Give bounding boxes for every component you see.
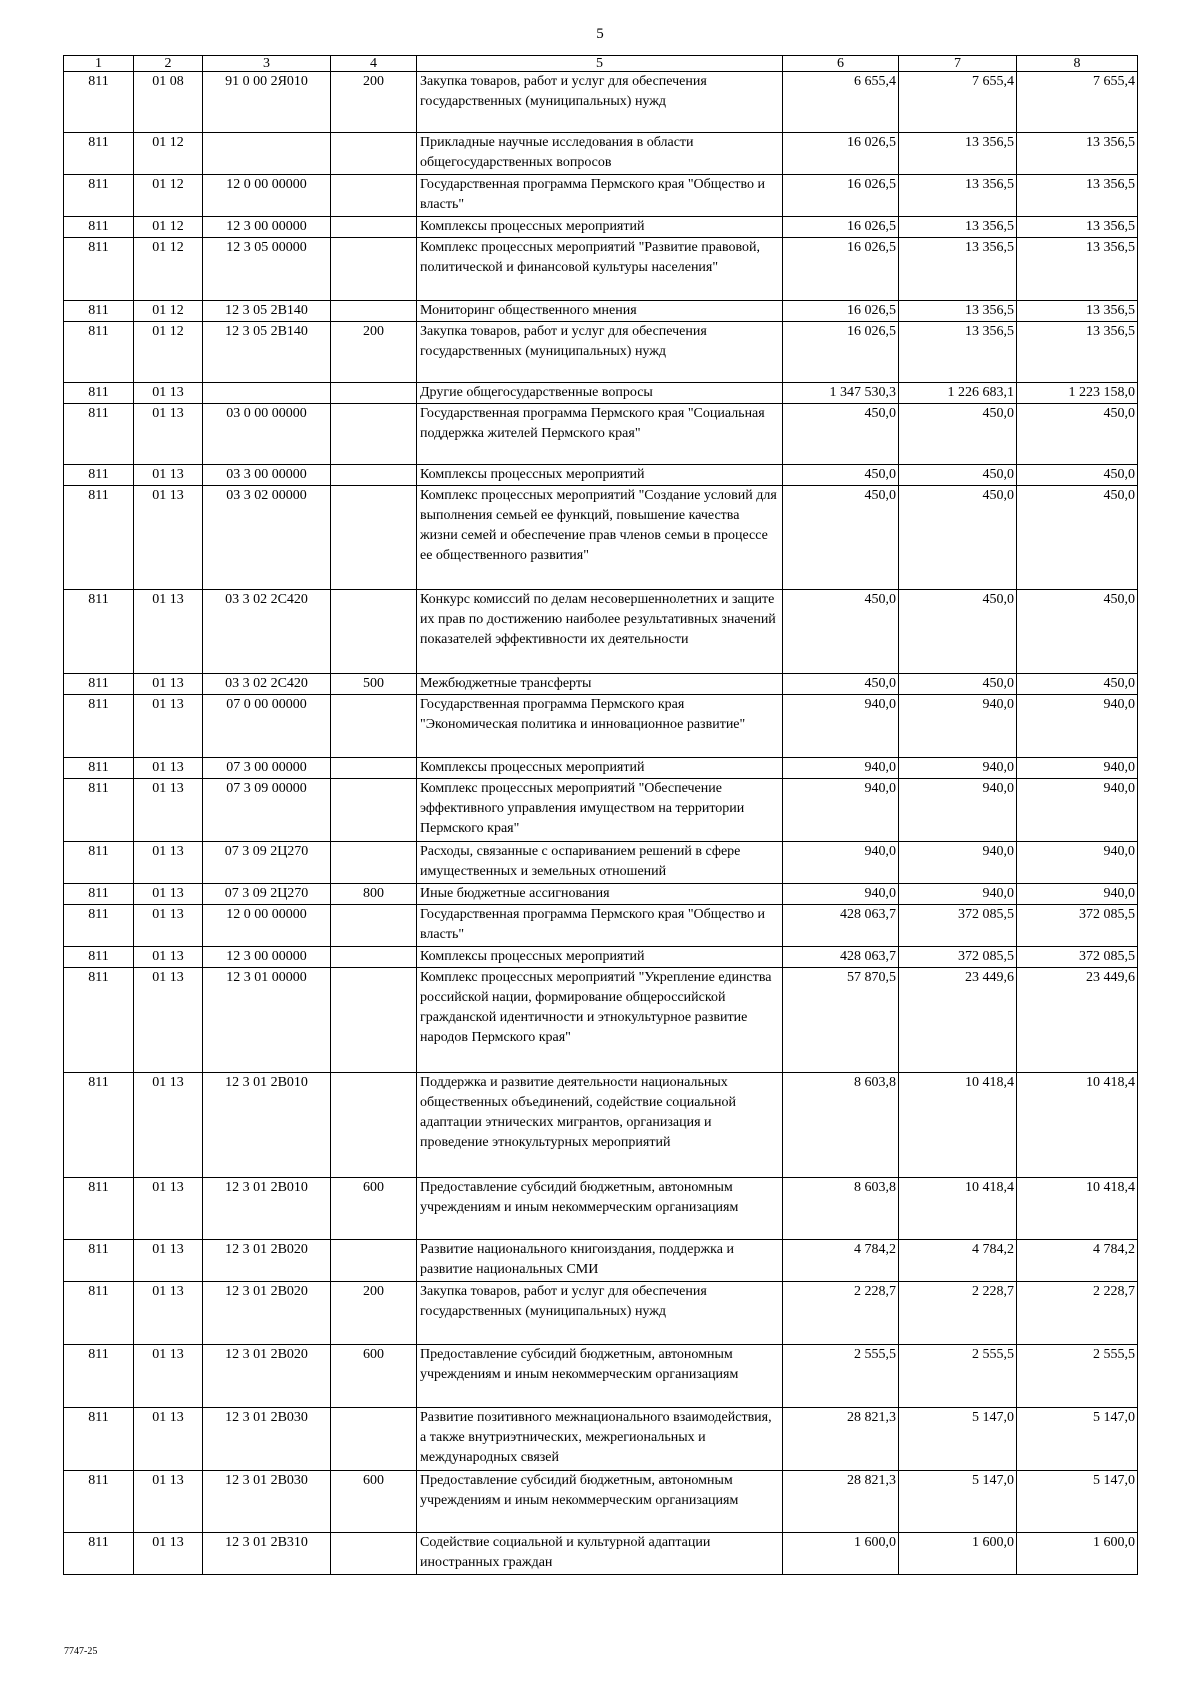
- cell-description: Государственная программа Пермского края "Социальная поддержка жителей Пермского края": [417, 404, 783, 465]
- cell-section-code: 01 13: [134, 1073, 203, 1178]
- column-header: 7: [899, 56, 1017, 72]
- cell-section-code: 01 13: [134, 842, 203, 884]
- table-row: [64, 779, 1138, 842]
- cell-amount-year-3: 5 147,0: [1017, 1471, 1138, 1533]
- cell-target-article: 07 0 00 00000: [203, 695, 331, 758]
- page-number: 5: [596, 26, 604, 42]
- cell-amount-year-1: 428 063,7: [783, 905, 899, 947]
- cell-target-article: 07 3 00 00000: [203, 758, 331, 779]
- cell-administrator-code: 811: [64, 133, 134, 175]
- table-row: [64, 758, 1138, 779]
- cell-section-code: 01 12: [134, 175, 203, 217]
- cell-section-code: 01 12: [134, 322, 203, 383]
- cell-target-article: 03 3 02 00000: [203, 486, 331, 590]
- cell-administrator-code: 811: [64, 383, 134, 404]
- table-row: [64, 175, 1138, 217]
- cell-amount-year-1: 450,0: [783, 465, 899, 486]
- table-row: [64, 1178, 1138, 1240]
- column-header: 6: [783, 56, 899, 72]
- table-row: [64, 1345, 1138, 1408]
- table-row: [64, 404, 1138, 465]
- cell-amount-year-2: 7 655,4: [899, 72, 1017, 133]
- cell-amount-year-3: 1 600,0: [1017, 1533, 1138, 1575]
- cell-section-code: 01 13: [134, 905, 203, 947]
- table-row: [64, 1533, 1138, 1575]
- cell-target-article: 12 0 00 00000: [203, 905, 331, 947]
- cell-description: Межбюджетные трансферты: [417, 674, 783, 695]
- cell-target-article: 12 3 01 2В010: [203, 1178, 331, 1240]
- cell-section-code: 01 13: [134, 1240, 203, 1282]
- cell-amount-year-1: 2 228,7: [783, 1282, 899, 1345]
- cell-amount-year-1: 6 655,4: [783, 72, 899, 133]
- cell-amount-year-2: 13 356,5: [899, 217, 1017, 238]
- cell-expense-type: [331, 383, 417, 404]
- cell-amount-year-1: 940,0: [783, 884, 899, 905]
- cell-amount-year-3: 450,0: [1017, 465, 1138, 486]
- cell-expense-type: 600: [331, 1345, 417, 1408]
- cell-description: Комплексы процессных мероприятий: [417, 217, 783, 238]
- cell-amount-year-1: 1 347 530,3: [783, 383, 899, 404]
- cell-target-article: 12 3 01 2В020: [203, 1282, 331, 1345]
- cell-amount-year-3: 940,0: [1017, 842, 1138, 884]
- cell-section-code: 01 13: [134, 1282, 203, 1345]
- cell-expense-type: 800: [331, 884, 417, 905]
- cell-administrator-code: 811: [64, 1073, 134, 1178]
- cell-section-code: 01 13: [134, 674, 203, 695]
- cell-amount-year-1: 940,0: [783, 758, 899, 779]
- cell-amount-year-1: 57 870,5: [783, 968, 899, 1073]
- cell-section-code: 01 12: [134, 238, 203, 301]
- cell-amount-year-2: 10 418,4: [899, 1073, 1017, 1178]
- cell-amount-year-2: 5 147,0: [899, 1408, 1017, 1471]
- cell-amount-year-1: 28 821,3: [783, 1471, 899, 1533]
- table-row: [64, 72, 1138, 133]
- cell-description: Государственная программа Пермского края "Экономическая политика и инновационное развитие": [417, 695, 783, 758]
- cell-expense-type: [331, 486, 417, 590]
- table-row: [64, 905, 1138, 947]
- cell-description: Закупка товаров, работ и услуг для обеспечения государственных (муниципальных) нужд: [417, 322, 783, 383]
- cell-amount-year-1: 16 026,5: [783, 322, 899, 383]
- cell-target-article: 12 0 00 00000: [203, 175, 331, 217]
- cell-amount-year-2: 450,0: [899, 590, 1017, 674]
- cell-amount-year-2: 10 418,4: [899, 1178, 1017, 1240]
- cell-expense-type: [331, 947, 417, 968]
- cell-amount-year-1: 16 026,5: [783, 238, 899, 301]
- cell-administrator-code: 811: [64, 1408, 134, 1471]
- table-row: [64, 217, 1138, 238]
- table-row: [64, 1073, 1138, 1178]
- table-row: [64, 238, 1138, 301]
- cell-amount-year-3: 2 228,7: [1017, 1282, 1138, 1345]
- cell-expense-type: 600: [331, 1471, 417, 1533]
- cell-section-code: 01 12: [134, 133, 203, 175]
- cell-administrator-code: 811: [64, 486, 134, 590]
- cell-description: Комплекс процессных мероприятий "Обеспечение эффективного управления имуществом на территории Пермского края": [417, 779, 783, 842]
- table-row: [64, 1408, 1138, 1471]
- cell-target-article: 12 3 01 2В020: [203, 1240, 331, 1282]
- cell-amount-year-1: 8 603,8: [783, 1073, 899, 1178]
- cell-description: Государственная программа Пермского края "Общество и власть": [417, 175, 783, 217]
- cell-description: Мониторинг общественного мнения: [417, 301, 783, 322]
- cell-amount-year-2: 450,0: [899, 404, 1017, 465]
- cell-amount-year-3: 13 356,5: [1017, 133, 1138, 175]
- cell-section-code: 01 13: [134, 590, 203, 674]
- cell-expense-type: [331, 758, 417, 779]
- table-row: [64, 465, 1138, 486]
- table-row: [64, 1282, 1138, 1345]
- cell-amount-year-3: 450,0: [1017, 486, 1138, 590]
- cell-administrator-code: 811: [64, 1345, 134, 1408]
- cell-description: Государственная программа Пермского края "Общество и власть": [417, 905, 783, 947]
- cell-amount-year-2: 4 784,2: [899, 1240, 1017, 1282]
- cell-amount-year-2: 13 356,5: [899, 301, 1017, 322]
- cell-expense-type: 600: [331, 1178, 417, 1240]
- cell-amount-year-3: 1 223 158,0: [1017, 383, 1138, 404]
- table-row: [64, 947, 1138, 968]
- cell-administrator-code: 811: [64, 301, 134, 322]
- cell-amount-year-3: 7 655,4: [1017, 72, 1138, 133]
- cell-amount-year-2: 13 356,5: [899, 175, 1017, 217]
- column-header: 3: [203, 56, 331, 72]
- cell-amount-year-2: 2 228,7: [899, 1282, 1017, 1345]
- table-row: [64, 842, 1138, 884]
- table-row: [64, 486, 1138, 590]
- cell-administrator-code: 811: [64, 947, 134, 968]
- cell-administrator-code: 811: [64, 238, 134, 301]
- cell-amount-year-3: 450,0: [1017, 674, 1138, 695]
- table-row: [64, 322, 1138, 383]
- cell-description: Комплекс процессных мероприятий "Укрепление единства российской нации, формирование общероссийской гражданской идентичности и этнокультурное развитие народов Пермского края": [417, 968, 783, 1073]
- cell-target-article: [203, 383, 331, 404]
- cell-amount-year-3: 10 418,4: [1017, 1073, 1138, 1178]
- cell-expense-type: [331, 175, 417, 217]
- cell-expense-type: [331, 1533, 417, 1575]
- cell-target-article: 12 3 01 2В020: [203, 1345, 331, 1408]
- cell-expense-type: [331, 590, 417, 674]
- cell-expense-type: [331, 905, 417, 947]
- cell-section-code: 01 13: [134, 695, 203, 758]
- cell-administrator-code: 811: [64, 404, 134, 465]
- table-row: [64, 695, 1138, 758]
- cell-amount-year-3: 940,0: [1017, 884, 1138, 905]
- cell-description: Предоставление субсидий бюджетным, автономным учреждениям и иным некоммерческим организациям: [417, 1471, 783, 1533]
- column-header: 4: [331, 56, 417, 72]
- cell-amount-year-3: 13 356,5: [1017, 238, 1138, 301]
- cell-description: Комплексы процессных мероприятий: [417, 758, 783, 779]
- table-row: [64, 674, 1138, 695]
- table-row: [64, 1471, 1138, 1533]
- table-row: [64, 1240, 1138, 1282]
- cell-amount-year-2: 940,0: [899, 779, 1017, 842]
- cell-target-article: 07 3 09 2Ц270: [203, 842, 331, 884]
- cell-amount-year-1: 450,0: [783, 486, 899, 590]
- cell-amount-year-1: 450,0: [783, 590, 899, 674]
- cell-administrator-code: 811: [64, 1240, 134, 1282]
- table-row: [64, 884, 1138, 905]
- cell-amount-year-3: 13 356,5: [1017, 217, 1138, 238]
- cell-amount-year-2: 940,0: [899, 758, 1017, 779]
- budget-table: [63, 55, 1138, 1575]
- cell-description: Закупка товаров, работ и услуг для обеспечения государственных (муниципальных) нужд: [417, 72, 783, 133]
- cell-expense-type: [331, 301, 417, 322]
- cell-section-code: 01 13: [134, 968, 203, 1073]
- cell-description: Расходы, связанные с оспариванием решений в сфере имущественных и земельных отношений: [417, 842, 783, 884]
- cell-expense-type: [331, 404, 417, 465]
- cell-description: Комплекс процессных мероприятий "Создание условий для выполнения семьей ее функций, повышение качества жизни семей и обеспечение прав членов семьи в процессе ее общественного развития": [417, 486, 783, 590]
- cell-amount-year-3: 5 147,0: [1017, 1408, 1138, 1471]
- cell-section-code: 01 13: [134, 486, 203, 590]
- cell-administrator-code: 811: [64, 695, 134, 758]
- cell-amount-year-1: 16 026,5: [783, 217, 899, 238]
- cell-description: Иные бюджетные ассигнования: [417, 884, 783, 905]
- cell-administrator-code: 811: [64, 758, 134, 779]
- cell-administrator-code: 811: [64, 465, 134, 486]
- cell-amount-year-1: 450,0: [783, 404, 899, 465]
- cell-target-article: [203, 133, 331, 175]
- cell-amount-year-1: 940,0: [783, 779, 899, 842]
- cell-amount-year-3: 4 784,2: [1017, 1240, 1138, 1282]
- cell-administrator-code: 811: [64, 779, 134, 842]
- cell-amount-year-2: 372 085,5: [899, 905, 1017, 947]
- cell-description: Комплекс процессных мероприятий "Развитие правовой, политической и финансовой культуры населения": [417, 238, 783, 301]
- cell-section-code: 01 13: [134, 404, 203, 465]
- cell-expense-type: [331, 1240, 417, 1282]
- cell-amount-year-2: 450,0: [899, 465, 1017, 486]
- cell-section-code: 01 13: [134, 1471, 203, 1533]
- cell-target-article: 03 0 00 00000: [203, 404, 331, 465]
- cell-description: Предоставление субсидий бюджетным, автономным учреждениям и иным некоммерческим организациям: [417, 1178, 783, 1240]
- cell-amount-year-2: 450,0: [899, 674, 1017, 695]
- cell-target-article: 12 3 05 2В140: [203, 301, 331, 322]
- table-row: [64, 301, 1138, 322]
- cell-amount-year-3: 13 356,5: [1017, 175, 1138, 217]
- cell-amount-year-2: 940,0: [899, 695, 1017, 758]
- cell-target-article: 12 3 00 00000: [203, 217, 331, 238]
- cell-administrator-code: 811: [64, 1178, 134, 1240]
- cell-administrator-code: 811: [64, 1533, 134, 1575]
- cell-description: Конкурс комиссий по делам несовершеннолетних и защите их прав по достижению наиболее результативных значений показателей эффективности их деятельности: [417, 590, 783, 674]
- cell-amount-year-3: 940,0: [1017, 779, 1138, 842]
- cell-amount-year-2: 23 449,6: [899, 968, 1017, 1073]
- cell-amount-year-1: 8 603,8: [783, 1178, 899, 1240]
- cell-amount-year-1: 16 026,5: [783, 133, 899, 175]
- table-row: [64, 133, 1138, 175]
- cell-target-article: 12 3 01 2В030: [203, 1408, 331, 1471]
- cell-description: Комплексы процессных мероприятий: [417, 947, 783, 968]
- table-header-row: [64, 56, 1138, 72]
- cell-amount-year-3: 13 356,5: [1017, 301, 1138, 322]
- cell-section-code: 01 13: [134, 1345, 203, 1408]
- cell-amount-year-1: 450,0: [783, 674, 899, 695]
- cell-amount-year-3: 450,0: [1017, 404, 1138, 465]
- cell-amount-year-2: 940,0: [899, 884, 1017, 905]
- cell-administrator-code: 811: [64, 1471, 134, 1533]
- cell-section-code: 01 13: [134, 465, 203, 486]
- cell-description: Закупка товаров, работ и услуг для обеспечения государственных (муниципальных) нужд: [417, 1282, 783, 1345]
- cell-expense-type: 200: [331, 72, 417, 133]
- column-header: 2: [134, 56, 203, 72]
- cell-expense-type: [331, 779, 417, 842]
- cell-section-code: 01 13: [134, 1178, 203, 1240]
- document-code: 7747-25: [64, 1646, 98, 1657]
- cell-administrator-code: 811: [64, 72, 134, 133]
- cell-section-code: 01 13: [134, 758, 203, 779]
- cell-administrator-code: 811: [64, 590, 134, 674]
- cell-target-article: 12 3 01 2В310: [203, 1533, 331, 1575]
- cell-amount-year-1: 16 026,5: [783, 301, 899, 322]
- cell-administrator-code: 811: [64, 884, 134, 905]
- cell-amount-year-2: 13 356,5: [899, 322, 1017, 383]
- cell-target-article: 12 3 05 2В140: [203, 322, 331, 383]
- cell-expense-type: 200: [331, 322, 417, 383]
- cell-description: Комплексы процессных мероприятий: [417, 465, 783, 486]
- table-row: [64, 968, 1138, 1073]
- cell-description: Поддержка и развитие деятельности национальных общественных объединений, содействие социальной адаптации этнических мигрантов, организация и проведение этнокультурных мероприятий: [417, 1073, 783, 1178]
- cell-amount-year-1: 28 821,3: [783, 1408, 899, 1471]
- cell-amount-year-3: 450,0: [1017, 590, 1138, 674]
- cell-expense-type: [331, 842, 417, 884]
- cell-expense-type: [331, 238, 417, 301]
- cell-amount-year-2: 1 226 683,1: [899, 383, 1017, 404]
- cell-amount-year-3: 940,0: [1017, 695, 1138, 758]
- cell-section-code: 01 13: [134, 947, 203, 968]
- cell-expense-type: [331, 1073, 417, 1178]
- cell-amount-year-2: 1 600,0: [899, 1533, 1017, 1575]
- cell-description: Другие общегосударственные вопросы: [417, 383, 783, 404]
- cell-target-article: 12 3 00 00000: [203, 947, 331, 968]
- cell-section-code: 01 08: [134, 72, 203, 133]
- cell-section-code: 01 12: [134, 217, 203, 238]
- cell-target-article: 91 0 00 2Я010: [203, 72, 331, 133]
- cell-section-code: 01 13: [134, 383, 203, 404]
- cell-amount-year-1: 940,0: [783, 695, 899, 758]
- cell-administrator-code: 811: [64, 842, 134, 884]
- cell-amount-year-2: 5 147,0: [899, 1471, 1017, 1533]
- cell-expense-type: [331, 968, 417, 1073]
- cell-administrator-code: 811: [64, 674, 134, 695]
- cell-expense-type: 500: [331, 674, 417, 695]
- cell-description: Прикладные научные исследования в области общегосударственных вопросов: [417, 133, 783, 175]
- cell-amount-year-3: 10 418,4: [1017, 1178, 1138, 1240]
- cell-amount-year-3: 23 449,6: [1017, 968, 1138, 1073]
- cell-amount-year-1: 1 600,0: [783, 1533, 899, 1575]
- cell-expense-type: [331, 1408, 417, 1471]
- cell-amount-year-2: 2 555,5: [899, 1345, 1017, 1408]
- cell-administrator-code: 811: [64, 175, 134, 217]
- cell-description: Предоставление субсидий бюджетным, автономным учреждениям и иным некоммерческим организациям: [417, 1345, 783, 1408]
- cell-description: Содействие социальной и культурной адаптации иностранных граждан: [417, 1533, 783, 1575]
- cell-section-code: 01 13: [134, 1533, 203, 1575]
- cell-amount-year-2: 940,0: [899, 842, 1017, 884]
- cell-section-code: 01 12: [134, 301, 203, 322]
- cell-amount-year-1: 940,0: [783, 842, 899, 884]
- table-row: [64, 383, 1138, 404]
- cell-amount-year-2: 372 085,5: [899, 947, 1017, 968]
- cell-section-code: 01 13: [134, 1408, 203, 1471]
- cell-amount-year-1: 16 026,5: [783, 175, 899, 217]
- cell-expense-type: [331, 465, 417, 486]
- cell-amount-year-3: 2 555,5: [1017, 1345, 1138, 1408]
- cell-target-article: 03 3 02 2С420: [203, 674, 331, 695]
- column-header: 1: [64, 56, 134, 72]
- cell-amount-year-1: 4 784,2: [783, 1240, 899, 1282]
- cell-description: Развитие национального книгоиздания, поддержка и развитие национальных СМИ: [417, 1240, 783, 1282]
- column-header: 5: [417, 56, 783, 72]
- cell-amount-year-3: 13 356,5: [1017, 322, 1138, 383]
- cell-expense-type: [331, 217, 417, 238]
- cell-expense-type: [331, 133, 417, 175]
- cell-section-code: 01 13: [134, 884, 203, 905]
- cell-target-article: 03 3 02 2С420: [203, 590, 331, 674]
- cell-expense-type: 200: [331, 1282, 417, 1345]
- cell-administrator-code: 811: [64, 968, 134, 1073]
- cell-administrator-code: 811: [64, 217, 134, 238]
- cell-amount-year-3: 940,0: [1017, 758, 1138, 779]
- cell-amount-year-2: 13 356,5: [899, 133, 1017, 175]
- cell-amount-year-1: 2 555,5: [783, 1345, 899, 1408]
- cell-amount-year-2: 13 356,5: [899, 238, 1017, 301]
- cell-amount-year-3: 372 085,5: [1017, 905, 1138, 947]
- cell-section-code: 01 13: [134, 779, 203, 842]
- cell-amount-year-1: 428 063,7: [783, 947, 899, 968]
- table-row: [64, 590, 1138, 674]
- cell-description: Развитие позитивного межнационального взаимодействия, а также внутриэтнических, межрегиональных и международных связей: [417, 1408, 783, 1471]
- cell-target-article: 12 3 05 00000: [203, 238, 331, 301]
- cell-target-article: 12 3 01 2В030: [203, 1471, 331, 1533]
- cell-expense-type: [331, 695, 417, 758]
- cell-administrator-code: 811: [64, 1282, 134, 1345]
- cell-amount-year-3: 372 085,5: [1017, 947, 1138, 968]
- cell-administrator-code: 811: [64, 322, 134, 383]
- cell-target-article: 07 3 09 2Ц270: [203, 884, 331, 905]
- cell-administrator-code: 811: [64, 905, 134, 947]
- cell-target-article: 12 3 01 2В010: [203, 1073, 331, 1178]
- cell-target-article: 03 3 00 00000: [203, 465, 331, 486]
- column-header: 8: [1017, 56, 1138, 72]
- cell-amount-year-2: 450,0: [899, 486, 1017, 590]
- cell-target-article: 12 3 01 00000: [203, 968, 331, 1073]
- cell-target-article: 07 3 09 00000: [203, 779, 331, 842]
